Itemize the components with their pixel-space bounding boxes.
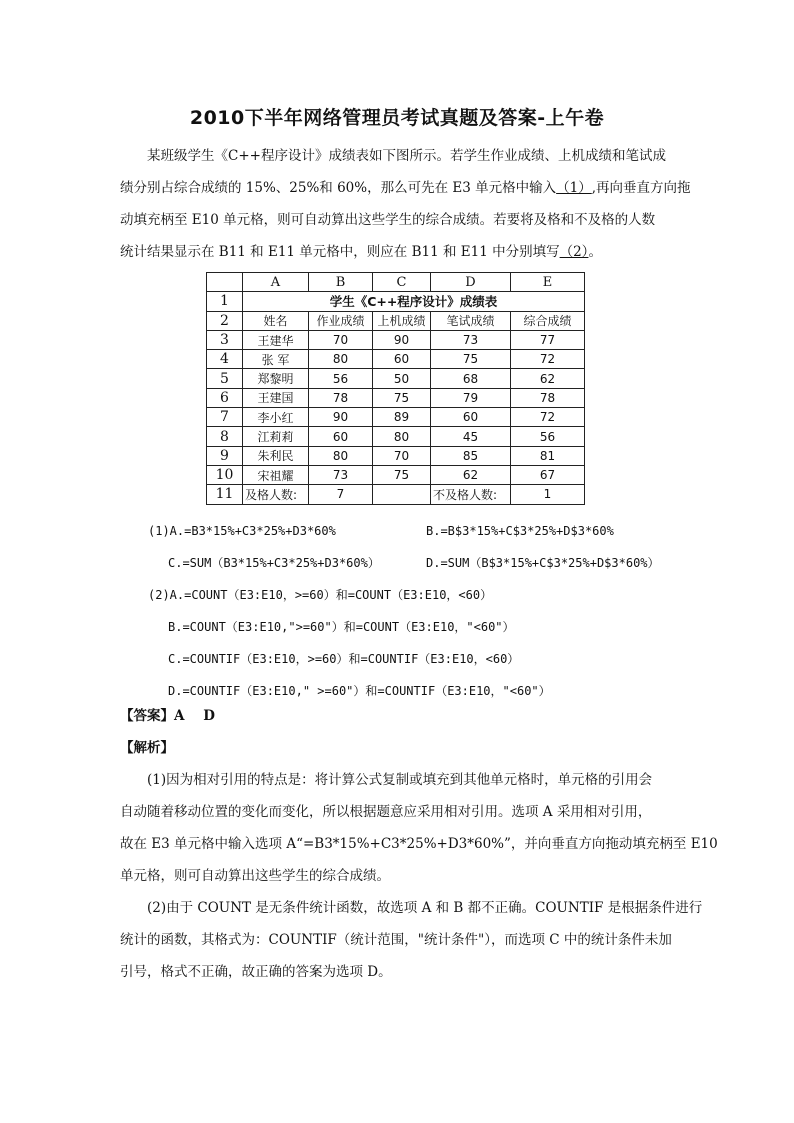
table-row: 4 张 军 80 60 75 72 xyxy=(207,350,585,369)
column-header-row: A B C D E xyxy=(207,273,585,292)
option-1a: (1)A.=B3*15%+C3*25%+D3*60% xyxy=(148,524,336,538)
answer-value: A D xyxy=(174,708,215,724)
table-row: 5 郑黎明 56 50 68 62 xyxy=(207,369,585,388)
option-1d: D.=SUM（B$3*15%+C$3*25%+D$3*60%） xyxy=(426,556,660,570)
table-row: 10 宋祖耀 73 75 62 67 xyxy=(207,465,585,484)
analysis-label: 【解析】 xyxy=(120,740,174,756)
grade-spreadsheet xyxy=(206,272,585,505)
analysis-paragraph-2: (2)由于 COUNT 是无条件统计函数，故选项 A 和 B 都不正确。COUNTIF 是根据条件进行 统计的函数，其格式为：COUNTIF（统计范围，"统计条件"），而选项 C 中的统计条件未加 引号，格式不正确，故正确的答案为选项 D。 xyxy=(120,900,703,980)
answer-label: 【答案】 xyxy=(120,708,174,724)
option-1b: B.=B$3*15%+C$3*25%+D$3*60% xyxy=(426,524,614,538)
option-2d: D.=COUNTIF（E3:E10," >=60"）和=COUNTIF（E3:E10，"<60"） xyxy=(168,684,551,698)
option-1c: C.=SUM（B3*15%+C3*25%+D3*60%） xyxy=(168,556,380,570)
option-2b: B.=COUNT（E3:E10,">=60"）和=COUNT（E3:E10，"<60"） xyxy=(168,620,515,634)
sheet-title-row: 1 学生《C++程序设计》成绩表 xyxy=(207,292,585,311)
table-row: 7 李小红 90 89 60 72 xyxy=(207,408,585,427)
option-row xyxy=(148,547,708,579)
fail-count-value: 1 xyxy=(511,485,585,504)
option-2c: C.=COUNTIF（E3:E10，>=60）和=COUNTIF（E3:E10，<60） xyxy=(168,652,520,666)
sheet-footer-row: 11 及格人数: 7 不及格人数: 1 xyxy=(207,485,585,504)
fail-count-label: 不及格人数: xyxy=(431,485,511,504)
page-title: 2010下半年网络管理员考试真题及答案-上午卷 xyxy=(189,107,605,129)
analysis-paragraph-1: (1)因为相对引用的特点是：将计算公式复制或填充到其他单元格时，单元格的引用会 自动随着移动位置的变化而变化，所以根据题意应采用相对引用。选项 A 采用相对引用， 故在 E3 单元格中输入选项 A“=B3*15%+C3*25%+D3*60%”，并向垂直方向拖动填充柄至 E10 单元格，则可自动算出这些学生的综合成绩。 xyxy=(120,772,718,884)
option-row xyxy=(148,515,708,547)
option-2a: (2)A.=COUNT（E3:E10，>=60）和=COUNT（E3:E10，<60） xyxy=(148,588,493,602)
table-row: 6 王建国 78 75 79 78 xyxy=(207,388,585,407)
pass-count-value: 7 xyxy=(309,485,373,504)
table-row: 8 江莉莉 60 80 45 56 xyxy=(207,427,585,446)
options-block xyxy=(148,515,708,707)
sheet-title: 学生《C++程序设计》成绩表 xyxy=(243,292,585,311)
question-text: 某班级学生《C++程序设计》成绩表如下图所示。若学生作业成绩、上机成绩和笔试成 绩分别占综合成绩的 15%、25%和 60%，那么可先在 E3 单元格中输入（1）,再向垂直方向拖 动填充柄至 E10 单元格，则可自动算出这些学生的综合成绩。若要将及格和不及格的人数 统计结果显示在 B11 和 E11 单元格中，则应在 B11 和 E11 中分别填写（2）。 xyxy=(120,148,691,260)
sheet-header-row: 2 姓名 作业成绩 上机成绩 笔试成绩 综合成绩 xyxy=(207,311,585,330)
answer-line xyxy=(120,700,215,732)
table-row: 9 朱利民 80 70 85 81 xyxy=(207,446,585,465)
pass-count-label: 及格人数: xyxy=(243,485,309,504)
table-row: 3 王建华 70 90 73 77 xyxy=(207,330,585,349)
blank-1: （1） xyxy=(556,180,592,196)
blank-2: （2） xyxy=(559,244,589,260)
